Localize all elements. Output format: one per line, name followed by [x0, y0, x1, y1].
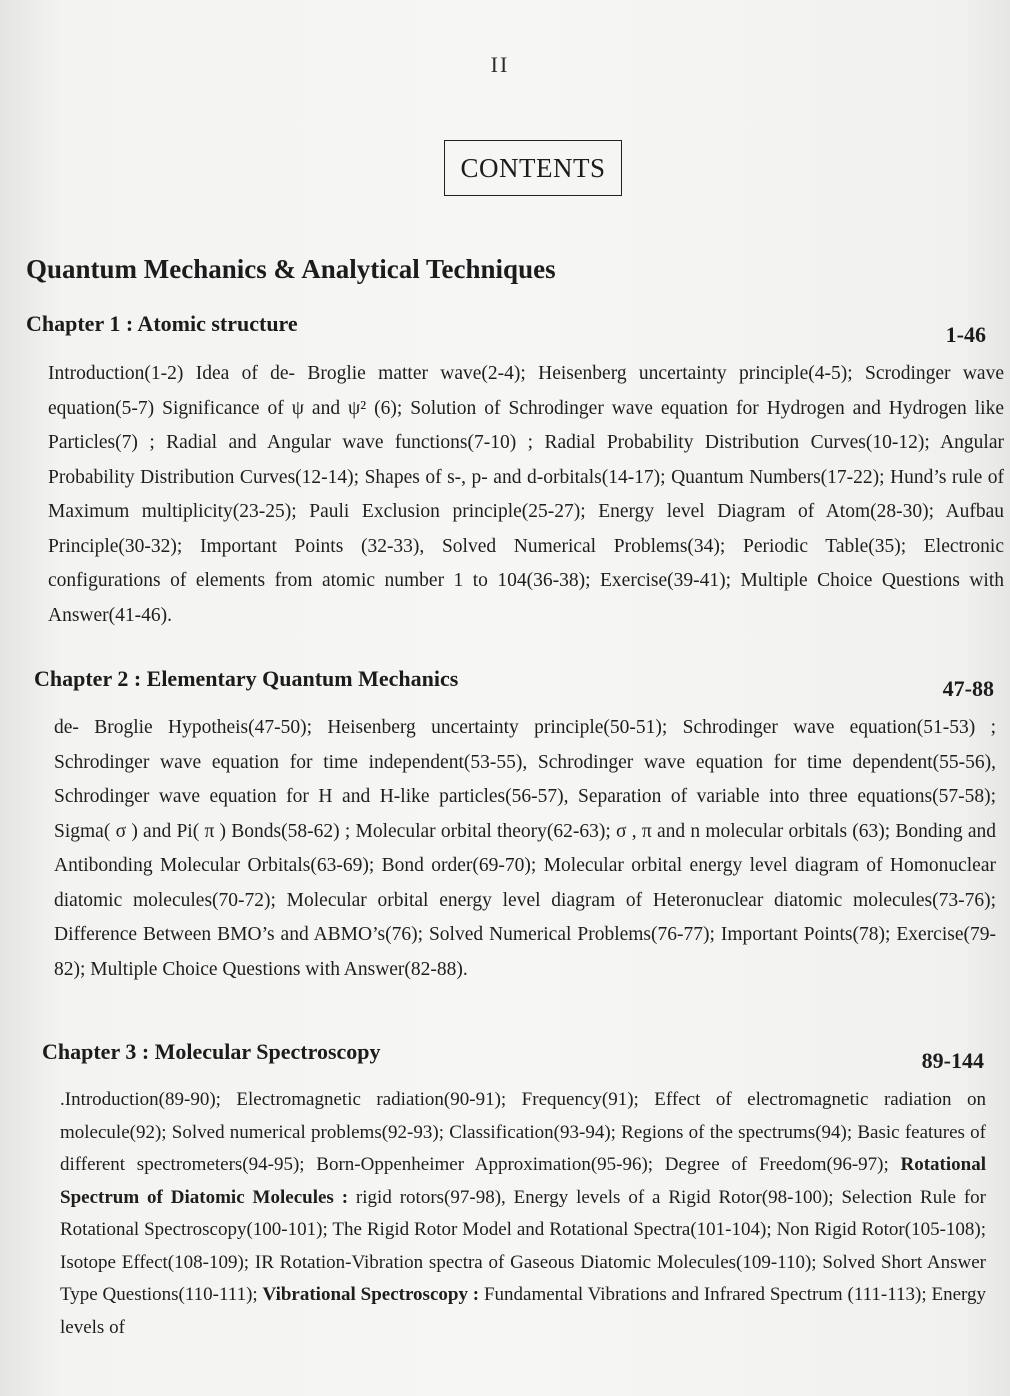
- chapter-2-pages: 47-88: [942, 676, 994, 701]
- rotational-spectrum-subheading: Rotational Spectrum of Diatomic Molecules :: [60, 1154, 986, 1208]
- page-number: II: [490, 52, 510, 77]
- chapter-3-text-part-2: rigid rotors(97-98), Energy levels of a Rigid Rotor(98-100); Selection Rule for Rotational Spectroscopy(100-101); The Rigid Rotor Model and Rotational Spectra(101-104); Non Rigid Rotor(105-108); Isotope Effect(108-109); IR Rotation-Vibration spectra of Gaseous Diatomic Molecules(109-110); Solved Short Answer Type Questions(110-111);: [60, 1186, 986, 1305]
- chapter-3-description: [60, 1084, 986, 1344]
- chapter-1-pages: 1-46: [945, 322, 986, 347]
- chapter-1-title: Chapter 1 : Atomic structure: [26, 311, 298, 336]
- vibrational-spectroscopy-subheading: Vibrational Spectroscopy :: [262, 1284, 480, 1305]
- chapter-2-description: de- Broglie Hypotheis(47-50); Heisenberg uncertainty principle(50-51); Schrodinger wave equation(51-53) ; Schrodinger wave equation for time independent(53-55), Schrodinger wave equation for time dependent(55-56), Schrodinger wave equation for H and H-like particles(56-57), Separation of variable into three equations(57-58); Sigma( σ ) and Pi( π ) Bonds(58-62) ; Molecular orbital theory(62-63); σ , π and n molecular orbitals (63); Bonding and Antibonding Molecular Orbitals(63-69); Bond order(69-70); Molecular orbital energy level diagram of Homonuclear diatomic molecules(70-72); Molecular orbital energy level diagram of Heteronuclear diatomic molecules(73-76); Difference Between BMO’s and ABMO’s(76); Solved Numerical Problems(76-77); Important Points(78); Exercise(79-82); Multiple Choice Questions with Answer(82-88).: [54, 717, 996, 980]
- contents-title: CONTENTS: [460, 152, 606, 183]
- chapter-3-title: Chapter 3 : Molecular Spectroscopy: [42, 1039, 381, 1064]
- chapter-3-text-part-3: Fundamental Vibrations and Infrared Spectrum (111-113); Energy levels of: [60, 1284, 986, 1338]
- contents-heading: [444, 140, 622, 196]
- chapter-1-description: Introduction(1-2) Idea of de- Broglie matter wave(2-4); Heisenberg uncertainty principle(4-5); Scrodinger wave equation(5-7) Significance of ψ and ψ² (6); Solution of Schrodinger wave equation for Hydrogen and Hydrogen like Particles(7) ; Radial and Angular wave functions(7-10) ; Radial Probability Distribution Curves(10-12); Angular Probability Distribution Curves(12-14); Shapes of s-, p- and d-orbitals(14-17); Quantum Numbers(17-22); Hund’s rule of Maximum multiplicity(23-25); Pauli Exclusion principle(25-27); Energy level Diagram of Atom(28-30); Aufbau Principle(30-32); Important Points (32-33), Solved Numerical Problems(34); Periodic Table(35); Electronic configurations of elements from atomic number 1 to 104(36-38); Exercise(39-41); Multiple Choice Questions with Answer(41-46).: [48, 363, 1004, 626]
- chapter-2-title: Chapter 2 : Elementary Quantum Mechanics: [34, 666, 459, 691]
- chapter-3-text-part-1: .Introduction(89-90); Electromagnetic radiation(90-91); Frequency(91); Effect of electromagnetic radiation on molecule(92); Solved numerical problems(92-93); Classification(93-94); Regions of the spectrums(94); Basic features of different spectrometers(94-95); Born-Oppenheimer Approximation(95-96); Degree of Freedom(96-97);: [60, 1089, 986, 1175]
- chapter-3-pages: 89-144: [921, 1048, 984, 1073]
- section-title: Quantum Mechanics & Analytical Techniques: [26, 254, 556, 284]
